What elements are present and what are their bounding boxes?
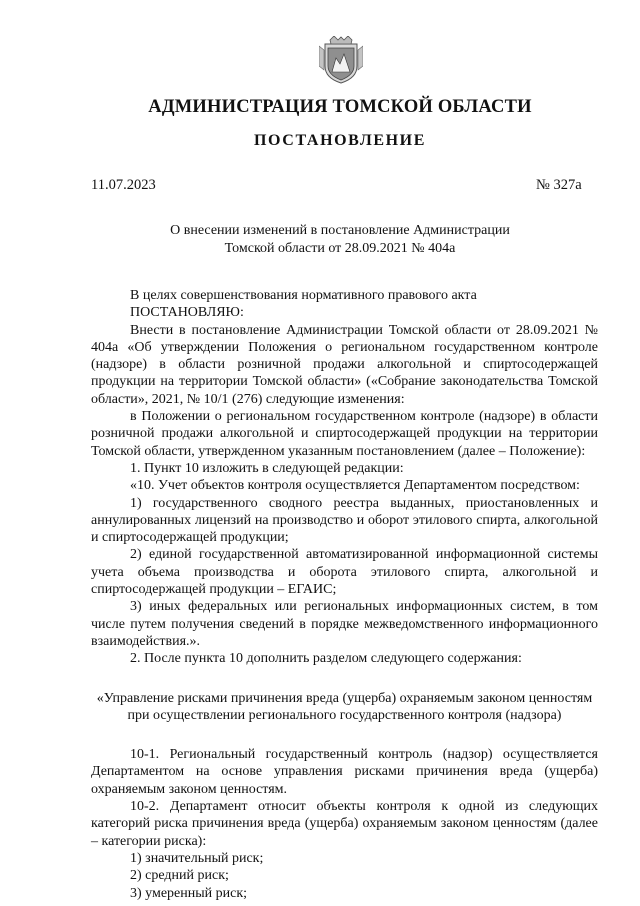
section-heading-line: «Управление рисками причинения вреда (ущерба) охраняемым законом ценностям	[96, 690, 593, 706]
document-subject	[130, 222, 550, 258]
paragraph: 3) иных федеральных или региональных информационных систем, в том числе путем получения сведений в порядке межведомственного информационного взаимодействия.».	[91, 599, 598, 649]
subject-line: Томской области от 28.09.2021 № 404а	[224, 241, 456, 256]
paragraph: В целях совершенствования нормативного правового акта	[130, 288, 477, 303]
paragraph: в Положении о региональном государственном контроле (надзоре) в области розничной продажи алкогольной и спиртосодержащей продукции на территории Томской области, утвержденном указанным постановлением (далее – Положение):	[91, 409, 598, 459]
subject-line: О внесении изменений в постановление Администрации	[170, 223, 510, 238]
paragraph: «10. Учет объектов контроля осуществляется Департаментом посредством:	[130, 478, 580, 494]
paragraph: 1) государственного сводного реестра выданных, приостановленных и аннулированных лицензий на производство и оборот этилового спирта, алкогольной и спиртосодержащей продукции;	[91, 495, 598, 546]
paragraph: 2. После пункта 10 дополнить разделом следующего содержания:	[130, 651, 522, 667]
document-number: № 327а	[536, 177, 582, 193]
list-item: 1) значительный риск;	[130, 850, 264, 866]
paragraph: Внести в постановление Администрации Томской области от 28.09.2021 № 404а «Об утверждении Положения о региональном государственном контроле (надзоре) в области розничной продажи алкогольной и спиртосодержащей продукции на территории Томской области» («Собрание законодательства Томской области», 2021, № 10/1 (276) следующие изменения:	[91, 322, 598, 407]
paragraph: 10-1. Региональный государственный контроль (надзор) осуществляется Департаментом на основе управления рисками причинения вреда (ущерба) охраняемым законом ценностям.	[91, 747, 598, 797]
paragraph: 1. Пункт 10 изложить в следующей редакции:	[130, 460, 404, 476]
section-heading-line: при осуществлении регионального государственного контроля (надзора)	[127, 707, 562, 723]
list-item: 3) умеренный риск;	[130, 885, 248, 901]
document-date: 11.07.2023	[91, 177, 156, 193]
organization-title: АДМИНИСТРАЦИЯ ТОМСКОЙ ОБЛАСТИ	[148, 97, 532, 117]
document-body	[91, 287, 598, 902]
section-heading	[91, 690, 598, 725]
coat-of-arms-icon	[319, 36, 363, 84]
paragraph: 2) единой государственной автоматизированной информационной системы учета объема производства и оборота этилового спирта, алкогольной и спиртосодержащей продукции – ЕГАИС;	[91, 547, 598, 598]
list-item: 2) средний риск;	[130, 868, 229, 884]
paragraph-resolve: ПОСТАНОВЛЯЮ:	[130, 305, 244, 321]
paragraph: 10-2. Департамент относит объекты контроля к одной из следующих категорий риска причинения вреда (ущерба) охраняемым законом ценностям (далее – категории риска):	[91, 799, 598, 849]
document-type: ПОСТАНОВЛЕНИЕ	[254, 132, 426, 149]
